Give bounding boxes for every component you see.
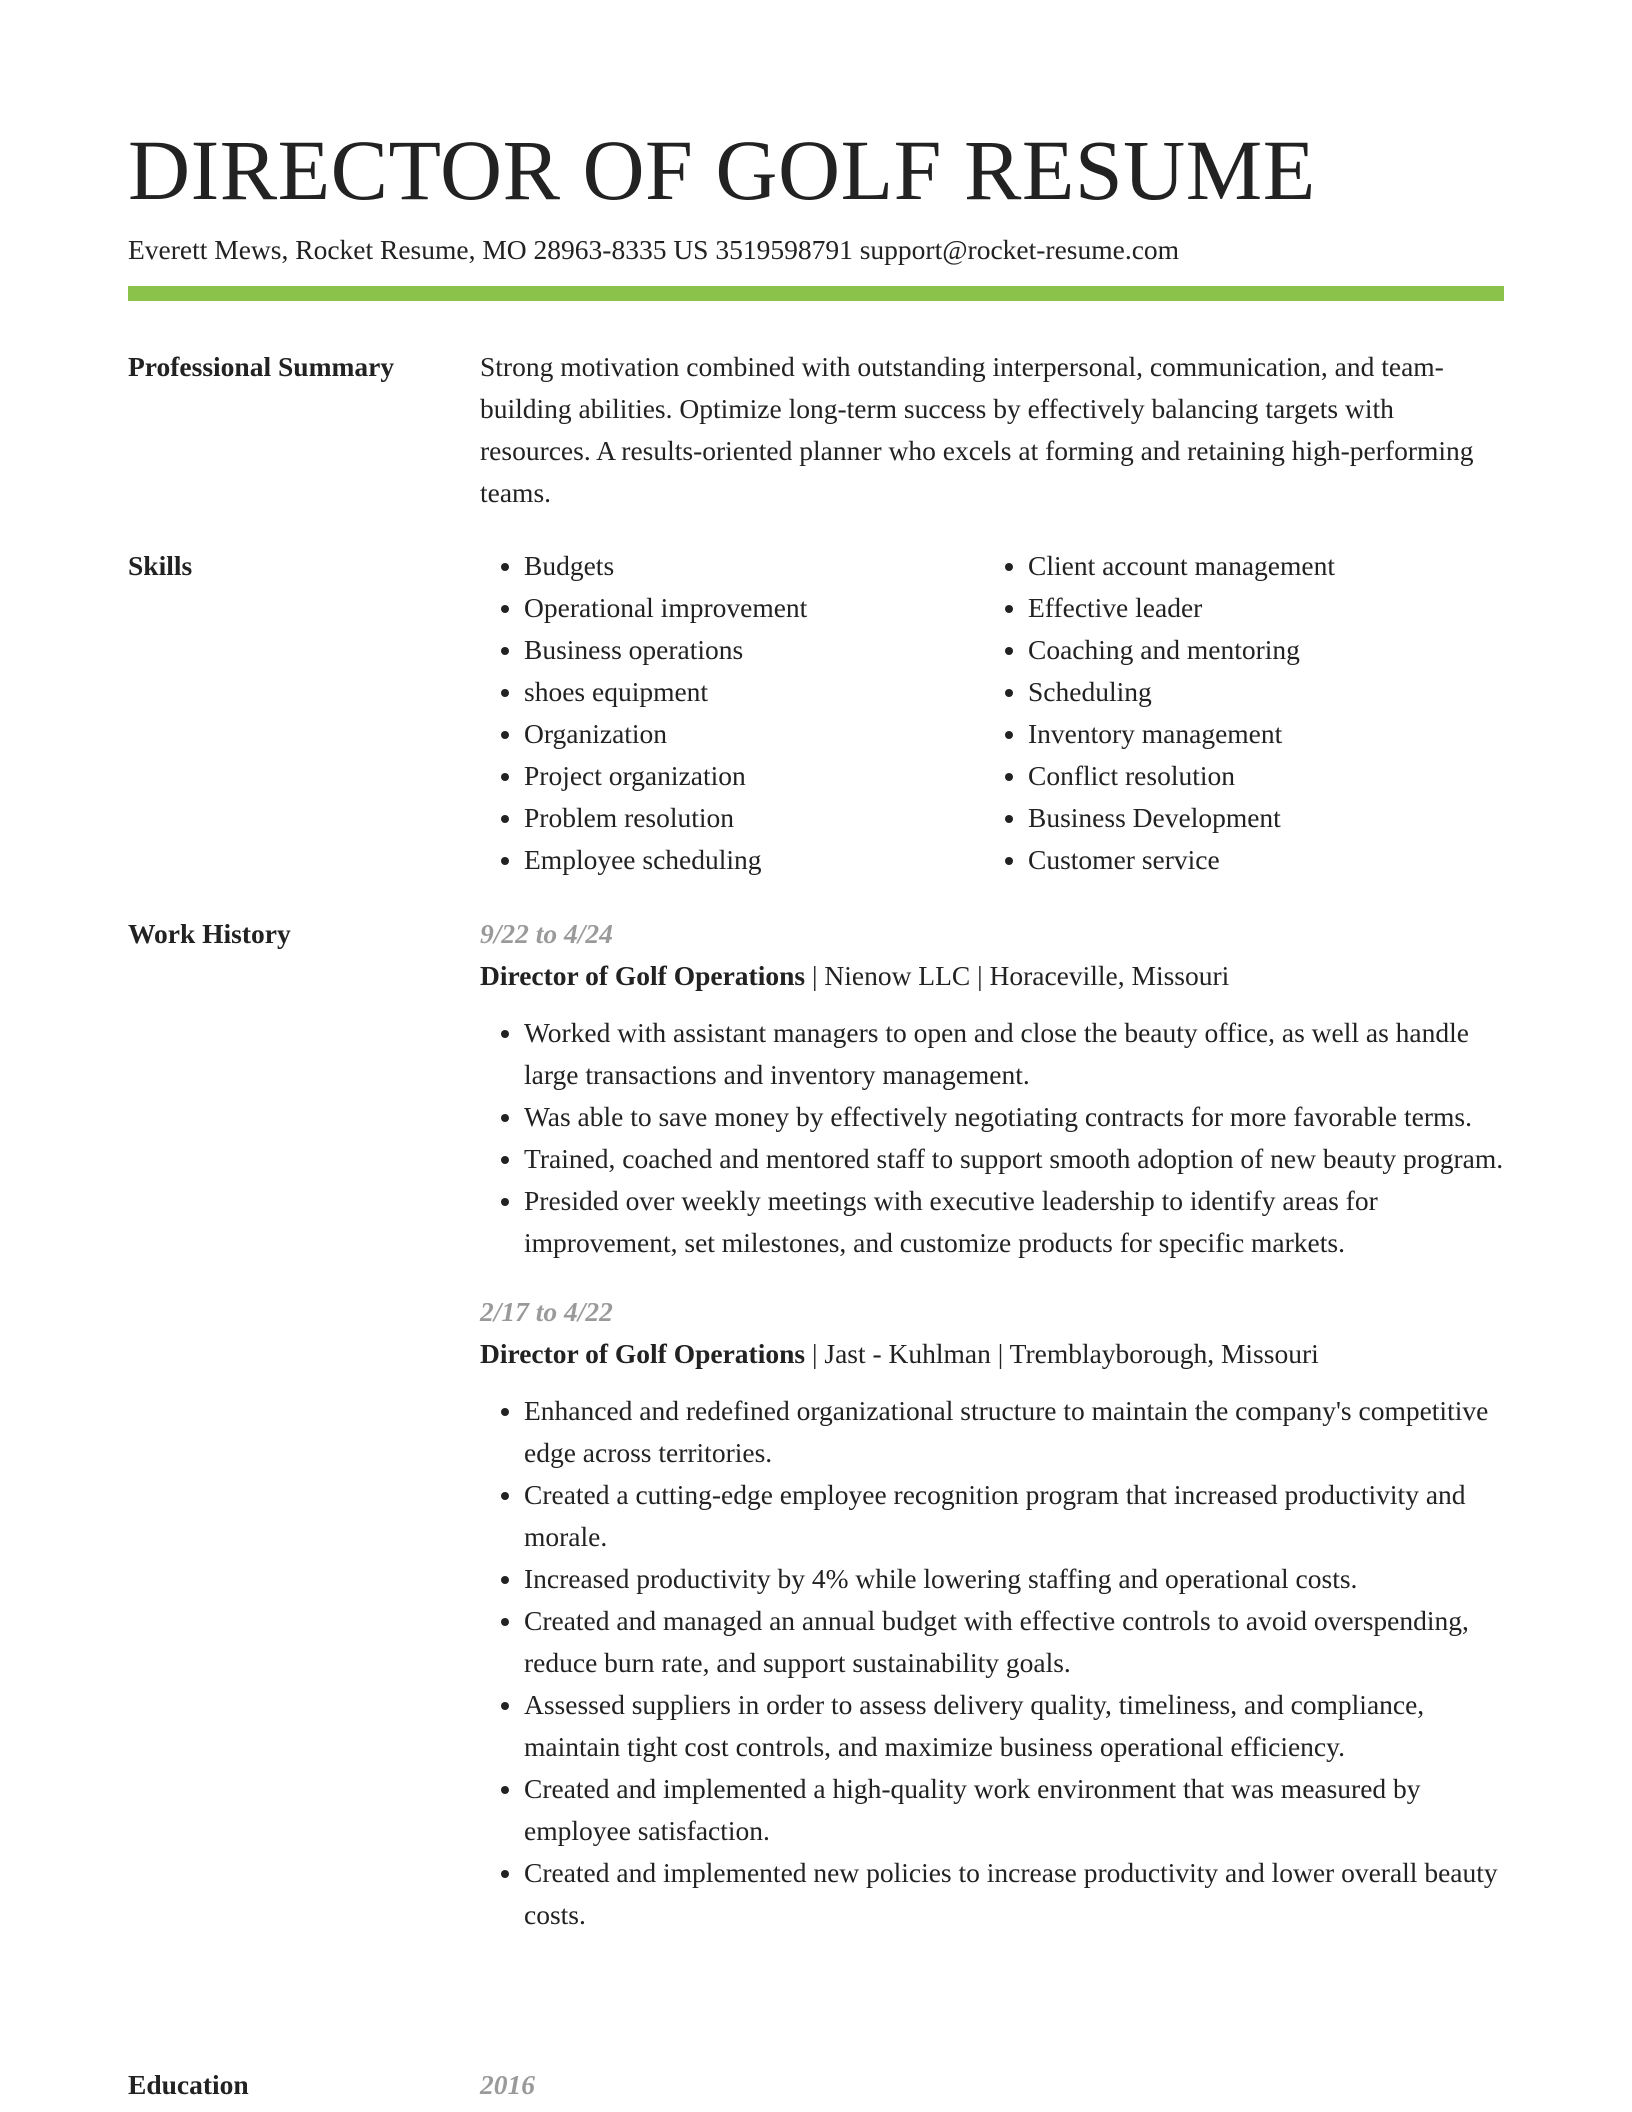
skill-item: • Business operations <box>524 629 984 671</box>
education-heading: Education <box>128 2069 249 2100</box>
skill-item: • Organization <box>524 713 984 755</box>
skill-item: • shoes equipment <box>524 671 984 713</box>
skill-item: • Project organization <box>524 755 984 797</box>
skill-item: • Operational improvement <box>524 587 984 629</box>
job-bullet: • Was able to save money by effectively negotiating contracts for more favorable terms. <box>524 1096 1504 1138</box>
skills-column-right <box>984 545 1488 881</box>
job-bullet: • Created and implemented new policies to increase productivity and lower overall beauty costs. <box>524 1852 1504 1936</box>
job-bullet: • Increased productivity by 4% while lowering staffing and operational costs. <box>524 1558 1504 1600</box>
skill-item: • Scheduling <box>1028 671 1488 713</box>
job-bullet: • Created a cutting-edge employee recognition program that increased productivity and morale. <box>524 1474 1504 1558</box>
skills-body <box>480 545 1504 881</box>
skill-item: • Client account management <box>1028 545 1488 587</box>
skills-columns <box>480 545 1504 881</box>
job-header <box>480 1333 1504 1375</box>
summary-text: Strong motivation combined with outstanding interpersonal, communication, and team-building abilities. Optimize long-term success by effectively balancing targets with resources. A results-oriented planner who excels at forming and retaining high-performing teams. <box>480 351 1474 508</box>
skill-item: • Inventory management <box>1028 713 1488 755</box>
job-bullet: • Created and implemented a high-quality work environment that was measured by employee satisfaction. <box>524 1768 1504 1852</box>
job-header <box>480 955 1504 997</box>
skill-item: • Business Development <box>1028 797 1488 839</box>
skill-item: • Employee scheduling <box>524 839 984 881</box>
job-bullet: • Assessed suppliers in order to assess delivery quality, timeliness, and compliance, maintain tight cost controls, and maximize business operational efficiency. <box>524 1684 1504 1768</box>
job-entry <box>480 1291 1504 1936</box>
accent-divider <box>128 286 1504 301</box>
resume-title: DIRECTOR OF GOLF RESUME <box>128 122 1316 218</box>
job-dates: 2/17 to 4/22 <box>480 1296 613 1327</box>
skills-column-left <box>480 545 984 881</box>
skills-list-right <box>984 545 1488 881</box>
skill-item: • Conflict resolution <box>1028 755 1488 797</box>
job-title: Director of Golf Operations <box>480 960 806 991</box>
job-bullet: • Worked with assistant managers to open and close the beauty office, as well as handle large transactions and inventory management. <box>524 1012 1504 1096</box>
education-body <box>480 2064 1504 2106</box>
skill-item: • Coaching and mentoring <box>1028 629 1488 671</box>
contact-line: Everett Mews, Rocket Resume, MO 28963-8335 US 3519598791 support@rocket-resume.com <box>128 234 1180 265</box>
skill-item: • Problem resolution <box>524 797 984 839</box>
summary-body <box>480 346 1504 514</box>
job-entry <box>480 913 1504 1264</box>
work-history-heading: Work History <box>128 918 291 949</box>
skills-heading: Skills <box>128 550 193 581</box>
job-bullet: • Enhanced and redefined organizational structure to maintain the company's competitive edge across territories. <box>524 1390 1504 1474</box>
summary-heading: Professional Summary <box>128 351 395 382</box>
education-year: 2016 <box>480 2069 535 2100</box>
work-history-body <box>480 913 1504 1936</box>
skill-item: • Budgets <box>524 545 984 587</box>
job-bullet: • Created and managed an annual budget with effective controls to avoid overspending, reduce burn rate, and support sustainability goals. <box>524 1600 1504 1684</box>
job-bullet: • Trained, coached and mentored staff to support smooth adoption of new beauty program. <box>524 1138 1504 1180</box>
skill-item: • Customer service <box>1028 839 1488 881</box>
job-bullets <box>480 1390 1504 1936</box>
job-dates: 9/22 to 4/24 <box>480 918 613 949</box>
job-title: Director of Golf Operations <box>480 1338 806 1369</box>
job-details: | Jast - Kuhlman | Tremblayborough, Missouri <box>805 1338 1319 1369</box>
job-bullet: • Presided over weekly meetings with executive leadership to identify areas for improvement, set milestones, and customize products for specific markets. <box>524 1180 1504 1264</box>
job-bullets <box>480 1012 1504 1264</box>
skills-list-left <box>480 545 984 881</box>
job-details: | Nienow LLC | Horaceville, Missouri <box>805 960 1230 991</box>
skill-item: • Effective leader <box>1028 587 1488 629</box>
